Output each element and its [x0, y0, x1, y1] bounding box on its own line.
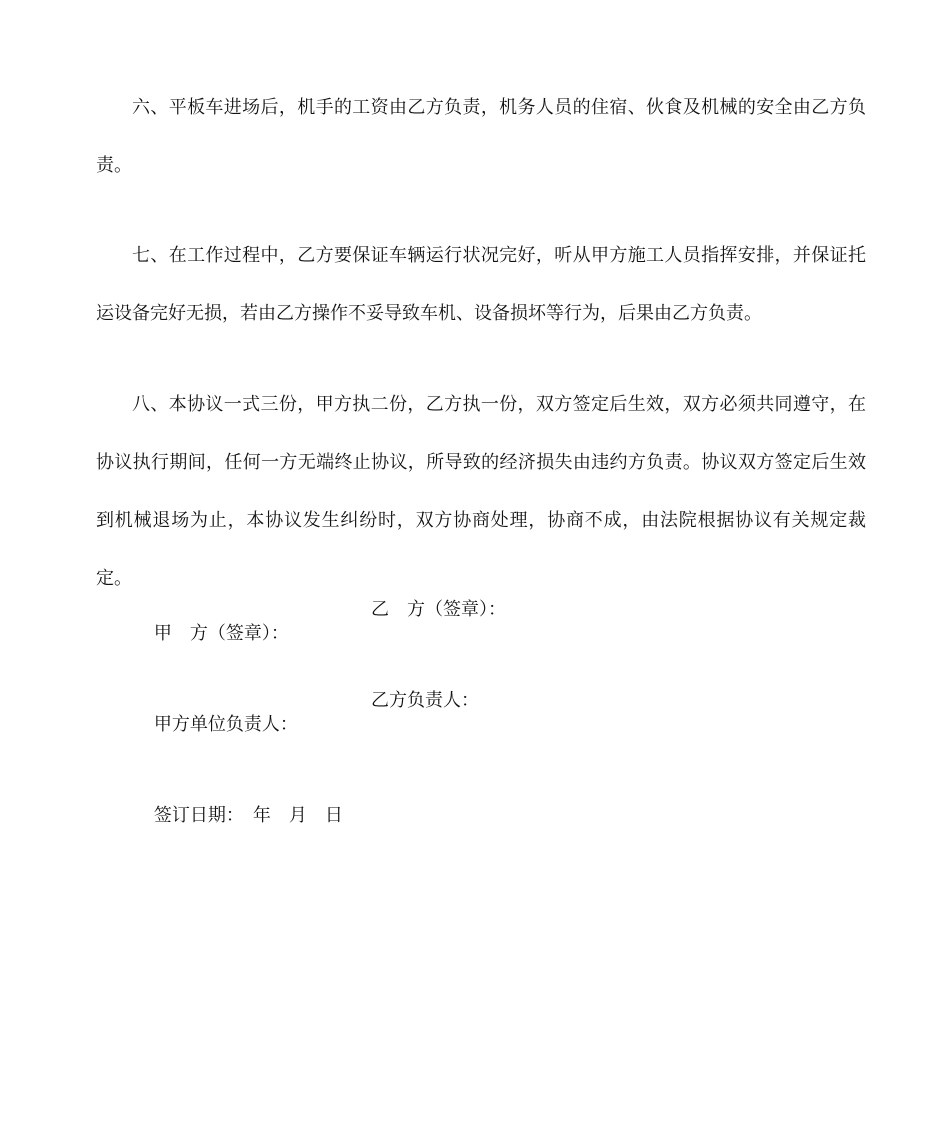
signature-row-date: [131, 780, 343, 852]
signature-row-head: [131, 689, 479, 785]
clause-six: 六、平板车进场后，机手的工资由乙方负责，机务人员的住宿、伙食及机械的安全由乙方负责。: [96, 97, 866, 176]
party-a-head-label: 甲方单位负责人：: [153, 714, 298, 735]
clause-eight: 八、本协议一式三份，甲方执二份，乙方执一份，双方签定后生效，双方必须共同遵守，在协议执行期间，任何一方无端终止协议，所导致的经济损失由违约方负责。协议双方签定后生效到机械退场为止，本协议发生纠纷时，双方协商处理，协商不成，由法院根据协议有关规定裁定。: [96, 394, 866, 589]
signing-date-label: 签订日期： 年 月 日: [153, 805, 343, 826]
clause-seven: 七、在工作过程中，乙方要保证车辆运行状况完好，听从甲方施工人员指挥安排，并保证托运设备完好无损，若由乙方操作不妥导致车机、设备损坏等行为，后果由乙方负责。: [96, 245, 866, 324]
signature-row-seal: [131, 598, 506, 694]
party-a-sign-label: 甲 方（签章）：: [153, 623, 289, 644]
party-b-sign-label: 乙 方（签章）：: [371, 599, 506, 620]
party-b-head-label: 乙方负责人：: [371, 690, 479, 711]
